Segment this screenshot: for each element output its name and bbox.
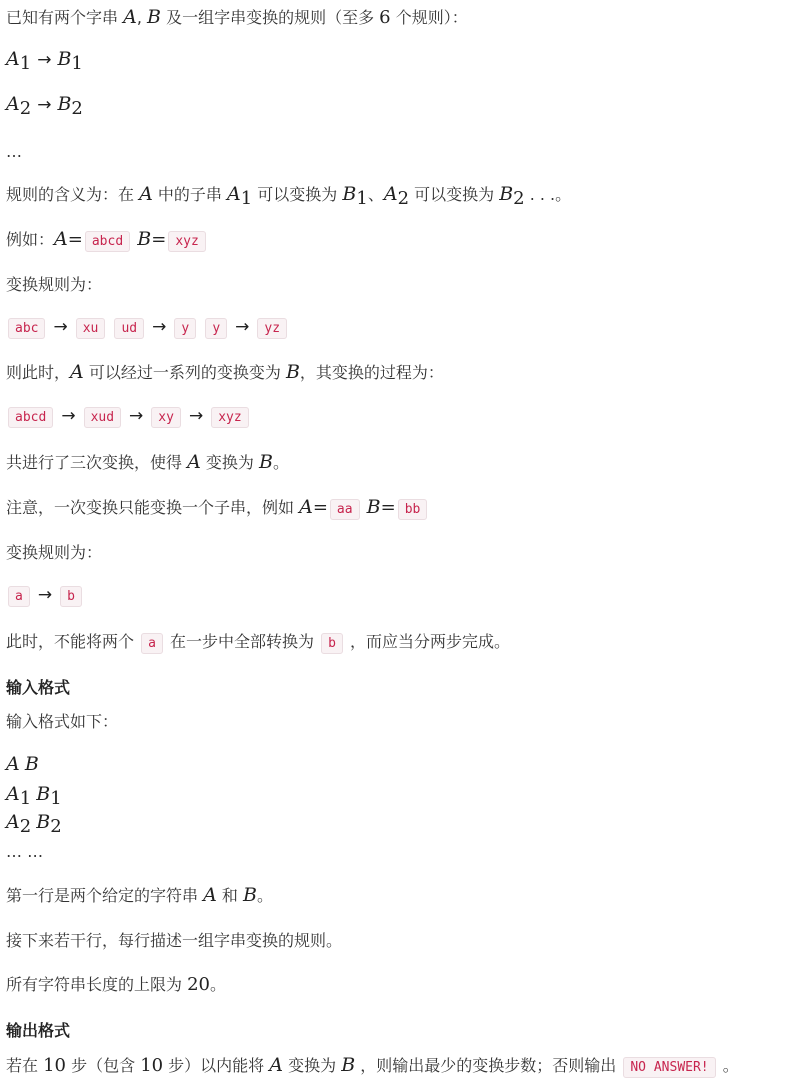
text: 。 [210,975,227,994]
var-a: A [6,48,20,70]
code-step: xyz [211,407,248,428]
subscript: 1 [356,188,368,209]
equals: = [67,229,83,250]
code-inline: a [141,633,163,654]
arrow-icon: → [188,406,204,426]
process-intro-line [6,360,444,383]
text: 则此时， [6,363,71,382]
var-a: A [123,6,137,28]
input-ellipsis [6,842,43,861]
var-a: A [383,183,398,205]
note2-line [6,629,510,652]
text: 变换规则为： [6,543,103,562]
var-b: B [259,451,273,473]
input-format-heading: 输入格式 [6,678,71,697]
example-line [6,227,208,250]
var-a: A [6,753,20,775]
subscript: 2 [50,816,62,837]
output-format-heading: 输出格式 [6,1021,71,1040]
rules-label [6,272,102,295]
input-ab-line [6,753,39,775]
text: 接下来若干行，每行描述一组字串变换的规则。 [6,931,343,950]
text: 例如： [6,230,55,249]
text: 注意，一次变换只能变换一个子串，例如 [6,498,300,517]
arrow-icon: → [152,317,167,337]
first-line-desc [6,883,273,906]
note-line [6,495,429,518]
input-rule-1 [6,783,62,809]
var-b: B [24,753,39,775]
intro-text: 个规则）： [390,8,468,27]
code-rule: y [174,318,196,339]
three-steps-line [6,450,289,473]
subscript: 1 [19,53,32,74]
rule-line-1 [6,48,83,74]
var-b: B [57,48,72,70]
text: 变换为 [283,1056,342,1075]
text: 规则的含义为：在 [6,185,140,204]
step-number: 10 [140,1055,164,1076]
rule-line-2 [6,93,83,119]
code-no-answer: NO ANSWER! [623,1057,715,1078]
text: 第一行是两个给定的字符串 [6,886,204,905]
code-rule: b [60,586,82,607]
next-lines-desc [6,928,342,951]
text: 所有字符串长度的上限为 [6,975,188,994]
meaning-line [6,182,572,209]
arrow-icon: → [129,406,144,426]
text: ，而应当分两步完成。 [344,632,511,651]
var-a: A [203,884,217,906]
text: 。 [272,453,289,472]
var-b: B [499,183,514,205]
text: 输入格式如下： [6,712,119,731]
equals: = [151,229,167,250]
subscript: 2 [19,816,32,837]
text: 步）以内能将 [163,1056,270,1075]
var-a: A [139,183,153,205]
text: 共进行了三次变换，使得 [6,453,188,472]
subscript: 2 [71,98,83,119]
equals: = [312,497,328,518]
code-b-value: xyz [168,231,205,252]
rules-line [6,317,289,337]
text: 和 [216,886,244,905]
code-step: abcd [8,407,53,428]
var-a: A [6,783,20,805]
var-b: B [243,884,257,906]
code-a-value: abcd [85,231,130,252]
code-a-value: aa [330,499,360,520]
input-desc [6,709,118,732]
var-a: A [6,93,20,115]
arrow-icon: → [61,406,76,426]
text: 此时，不能将两个 [6,632,140,651]
arrow-icon: → [53,317,68,337]
ellipsis: … … [6,842,44,861]
var-b: B [36,811,51,833]
arrow-icon: → [37,585,53,605]
text: 变换规则为： [6,275,103,294]
limit-number: 20 [187,974,210,995]
code-step: xy [151,407,181,428]
comma: , [136,8,142,27]
rule-count: 6 [379,7,391,28]
output-desc [6,1053,739,1076]
ellipsis-line [6,142,22,161]
limit-line [6,972,226,995]
text: ，则输出最少的变换步数；否则输出 [355,1056,622,1075]
code-step: xud [84,407,121,428]
var-b: B [137,228,152,250]
var-a: A [299,496,313,518]
text: 、 [367,185,384,204]
text: 。 [717,1056,739,1075]
code-rule: y [205,318,227,339]
intro-text: 及一组字串变换的规则（至多 [160,8,380,27]
text: 可以经过一系列的变换变为 [83,363,286,382]
intro-line [6,5,468,28]
text: 。 [256,886,273,905]
rules-line-2 [6,585,84,605]
var-b: B [366,496,381,518]
subscript: 2 [513,188,525,209]
code-inline: b [321,633,343,654]
text: ，其变换的过程为： [299,363,444,382]
text: 若在 [6,1056,44,1075]
equals: = [380,497,396,518]
code-rule: a [8,586,30,607]
var-a: A [227,183,241,205]
text: 变换为 [200,453,260,472]
var-a: A [187,451,201,473]
var-b: B [147,6,161,28]
intro-text: 已知有两个字串 [6,8,124,27]
var-a: A [70,361,84,383]
text: . . .。 [524,185,572,204]
subscript: 1 [71,53,83,74]
var-b: B [342,183,357,205]
code-b-value: bb [398,499,428,520]
text: 可以变换为 [409,185,500,204]
var-a: A [54,228,68,250]
process-line [6,406,251,426]
arrow-icon: → [37,95,52,115]
arrow-icon: → [37,50,52,70]
subscript: 1 [19,788,32,809]
code-rule: ud [114,318,144,339]
subscript: 1 [240,188,253,209]
text: 中的子串 [152,185,228,204]
code-rule: yz [257,318,287,339]
code-rule: xu [76,318,106,339]
text: 可以变换为 [252,185,343,204]
var-b: B [57,93,72,115]
subscript: 2 [397,188,410,209]
arrow-icon: → [235,317,250,337]
var-b: B [341,1054,356,1076]
rules-label-2 [6,540,102,563]
subscript: 1 [50,788,62,809]
input-rule-2 [6,811,62,837]
step-number: 10 [43,1055,66,1076]
text: 在一步中全部转换为 [164,632,320,651]
code-rule: abc [8,318,45,339]
var-b: B [36,783,51,805]
var-a: A [269,1054,284,1076]
var-b: B [285,361,300,383]
subscript: 2 [19,98,32,119]
var-a: A [6,811,20,833]
text: 步（包含 [66,1056,141,1075]
ellipsis: … [6,142,22,161]
